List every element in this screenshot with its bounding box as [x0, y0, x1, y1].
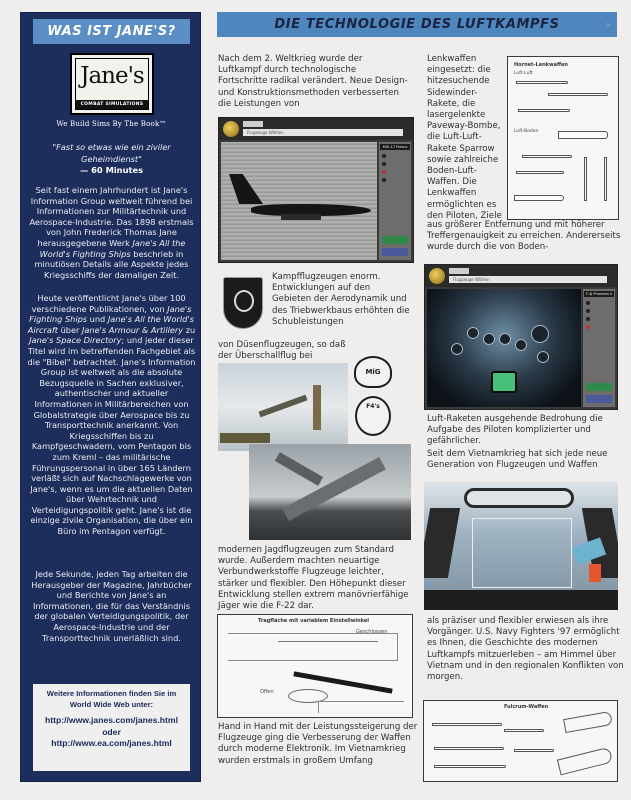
- fulcrum-weapons-diagram: Fulcrum-Waffen: [423, 700, 618, 782]
- col2-paragraph-2: Luft-Raketen ausgehende Bedrohung die Aufgabe des Piloten komplizierter und gefährlicher.: [427, 414, 603, 447]
- logo-wordmark: Jane's: [80, 63, 144, 89]
- hornet-weapons-diagram: Hornet-Lenkwaffen Luft-Luft Luft-Boden: [507, 56, 619, 220]
- link-ea[interactable]: http://www.ea.com/janes.html: [51, 738, 172, 748]
- sidebar-title: WAS IST JANE'S?: [33, 19, 190, 44]
- link-separator: oder: [102, 726, 121, 737]
- web-info-box: [33, 684, 190, 771]
- logo-band: COMBAT SIMULATIONS: [76, 100, 148, 109]
- main-title-banner: DIE TECHNOLOGIE DES LUFTKAMPFS: [217, 12, 617, 37]
- col2-paragraph-4: als präziser und flexibler erwiesen als ihre Vorgänger. U.S. Navy Fighters '97 ermöglicht es Ihnen, die Geschichte des modernen Luftkampfs mitzuerleben – am Himmel über Vietnam und in den regionalen Konflikten von morgen.: [427, 616, 624, 683]
- col1-paragraph-2: Kampfflugzeugen enorm. Entwicklungen auf den Gebieten der Aerodynamik und des Triebwerkbaus erhöhten die Schubleistungen: [272, 272, 410, 327]
- col1-paragraph-5: Hand in Hand mit der Leistungssteigerung der Flugzeuge ging die Verbesserung der Waffen durch moderne Elektronik. Im Vietnamkrieg wurden erstmals in großem Umfang: [218, 722, 418, 766]
- sidebar-panel: [20, 12, 201, 782]
- col1-paragraph-4: modernen Jagdflugzeugen zum Standard wurde. Außerdem machten neuartige Verbundwerkstoffe Flugzeuge leichter, stärker und flexibler. Den Höhepunkt dieser Entwicklung stellen extrem manövrierfähige Jäger wie die F-22 dar.: [218, 545, 409, 612]
- quote-text: "Fast so etwas wie ein ziviler Geheimdienst": [52, 142, 171, 164]
- squadron-badge-icon: [223, 277, 263, 329]
- col1-paragraph-1: Nach dem 2. Weltkrieg wurde der Luftkampf durch technologische Fortschritte radikal verändert. Neue Design- und Konstruktionsmethoden verbesserten die Leistungen von: [218, 54, 408, 109]
- quote-source: — 60 Minutes: [79, 165, 144, 175]
- sidebar-paragraph-3: Jede Sekunde, jeden Tag arbeiten die Herausgeber der Magazine, Jahrbücher und Berichte von Jane's an Informationen, die für das Verständnis der globalen Verteidigungspolitik, der Aerospace-Industrie und der Transporttechnik unerläßlich sind.: [31, 569, 192, 643]
- wing-diagram: Tragfläche mit variablem Einstellwinkel Geschlossen Offen: [217, 614, 413, 718]
- dogfight-photo: [218, 363, 348, 451]
- sidebar-paragraph-1: Seit fast einem Jahrhundert ist Jane's Information Group weltweit führend bei Informationen zur Militärtechnik und Aerospace-Industrie. Das 1898 erstmals von John Frederick Thomas Jane herausgegebene Werk Jane's All the World's Fighting Ships beschrieb in minutiösen Details alle Aspekte jedes Kriegsschiffs der damaligen Zeit.: [29, 185, 194, 280]
- game-logo-icon: [223, 121, 239, 137]
- link-janes[interactable]: http://www.janes.com/janes.html: [45, 715, 178, 725]
- screenshot-mig: Flugzeuge Wählen MiG-17 Fresco: [218, 117, 414, 263]
- col2-paragraph-3: Seit dem Vietnamkrieg hat sich jede neue Generation von Flugzeugen und Waffen: [427, 449, 608, 471]
- logo-slogan: We Build Sims By The Book™: [56, 120, 167, 128]
- f4-emblem-icon: F4's: [355, 396, 391, 436]
- col2-paragraph-1b: aus größerer Entfernung und mit höherer Treffergenauigkeit zu erreichen. Andererseits wurde durch die von Boden-: [427, 220, 621, 253]
- arrow-icon: »: [606, 20, 611, 29]
- game-logo-icon: [429, 268, 445, 284]
- col2-paragraph-1: Lenkwaffen eingesetzt: die hitzesuchende Sidewinder-Rakete, die lasergelenkte Paveway-Bombe, die Luft-Luft-Rakete Sparrow sowie zahlreiche Boden-Luft-Waffen. Die Lenkwaffen ermöglichten es den Piloten, Ziele: [427, 54, 502, 221]
- mig-emblem-icon: MiG: [354, 356, 392, 388]
- screenshot-cockpit: Flugzeuge Wählen F-4J Phantom II: [424, 264, 618, 410]
- web-intro: Weitere Informationen finden Sie im World Wide Web unter:: [46, 689, 177, 709]
- janes-logo: [70, 53, 154, 115]
- sidebar-paragraph-2: Heute veröffentlicht Jane's über 100 verschiedene Publikationen, von Jane's Fighting Ships und Jane's All the World's Aircraft über Jane's Armour & Artillery zu Jane's Space Directory; und jeder dieser Titel wird im betreffenden Fachgebiet als die "Bibel" betrachtet. Jane's Information Group ist weltweit als die absolute Bezugsquelle in Sachen exklusiver, authentischer und aktueller Informationen in Militärbereichen von Globalstrategie über Aerospace bis zu Transporttechnik anerkannt. Von Kriegsschiffen bis zu Kampfgeschwadern, vom Pentagon bis zum Kreml – das militärische Führungspersonal in über 165 Ländern verläßt sich auf Nachschlagewerke von Jane's, wenn es um die aktuellen Daten über Wehrtechnik und Verteidigungspolitik geht. Jane's ist die einzige zivile Organisation, die über ein Büro im Pentagon verfügt.: [27, 293, 196, 537]
- hud-screenshot: [424, 482, 618, 610]
- carrier-launch-photo: [249, 444, 411, 540]
- col1-paragraph-3: von Düsenflugzeugen, so daß der Überschallflug bei: [218, 340, 346, 362]
